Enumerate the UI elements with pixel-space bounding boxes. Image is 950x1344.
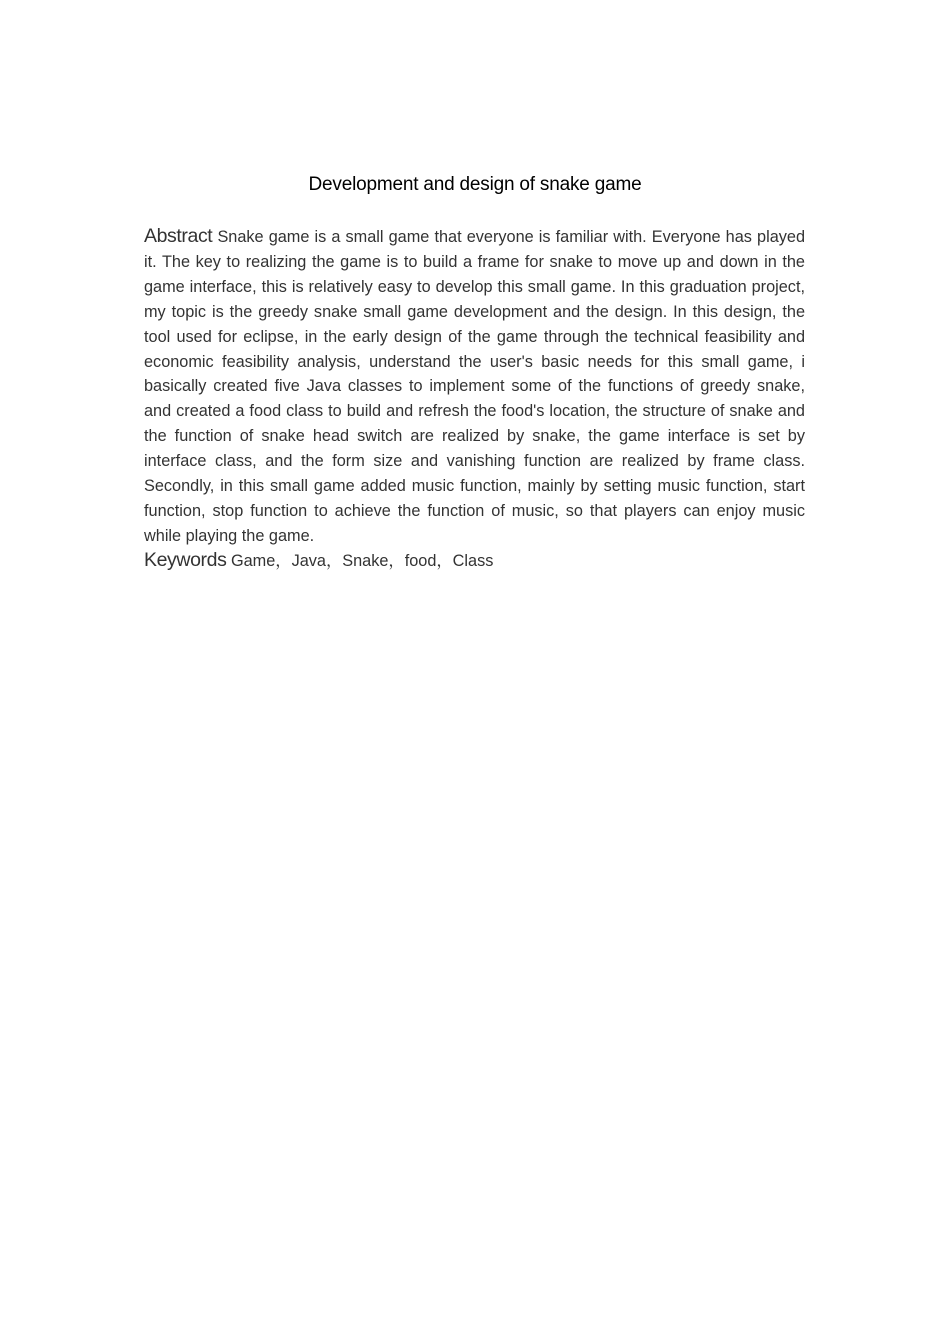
keywords-text: Game，Java，Snake，food，Class: [230, 552, 494, 570]
paper-title: Development and design of snake game: [308, 174, 642, 195]
keywords-label: Keywords: [144, 549, 227, 571]
keywords-paragraph: [144, 548, 805, 574]
abstract-label: Abstract: [144, 225, 213, 247]
abstract-paragraph: [144, 224, 805, 549]
abstract-text: Snake game is a small game that everyone is familiar with. Everyone has played it. The key to realizing the game is to build a frame for snake to move up and down in the game interface, this is relatively easy to develop this small game. In this graduation project, my topic is the greedy snake small game development and the design. In this design, the tool used for eclipse, in the early design of the game through the technical feasibility and economic feasibility analysis, understand the user's basic needs for this small game, i basically created five Java classes to implement some of the functions of greedy snake, and created a food class to build and refresh the food's location, the structure of snake and the function of snake head switch are realized by snake, the game interface is set by interface class, and the form size and vanishing function are realized by frame class. Secondly, in this small game added music function, mainly by setting music function, start function, stop function to achieve the function of music, so that players can enjoy music while playing the game.: [144, 228, 805, 545]
